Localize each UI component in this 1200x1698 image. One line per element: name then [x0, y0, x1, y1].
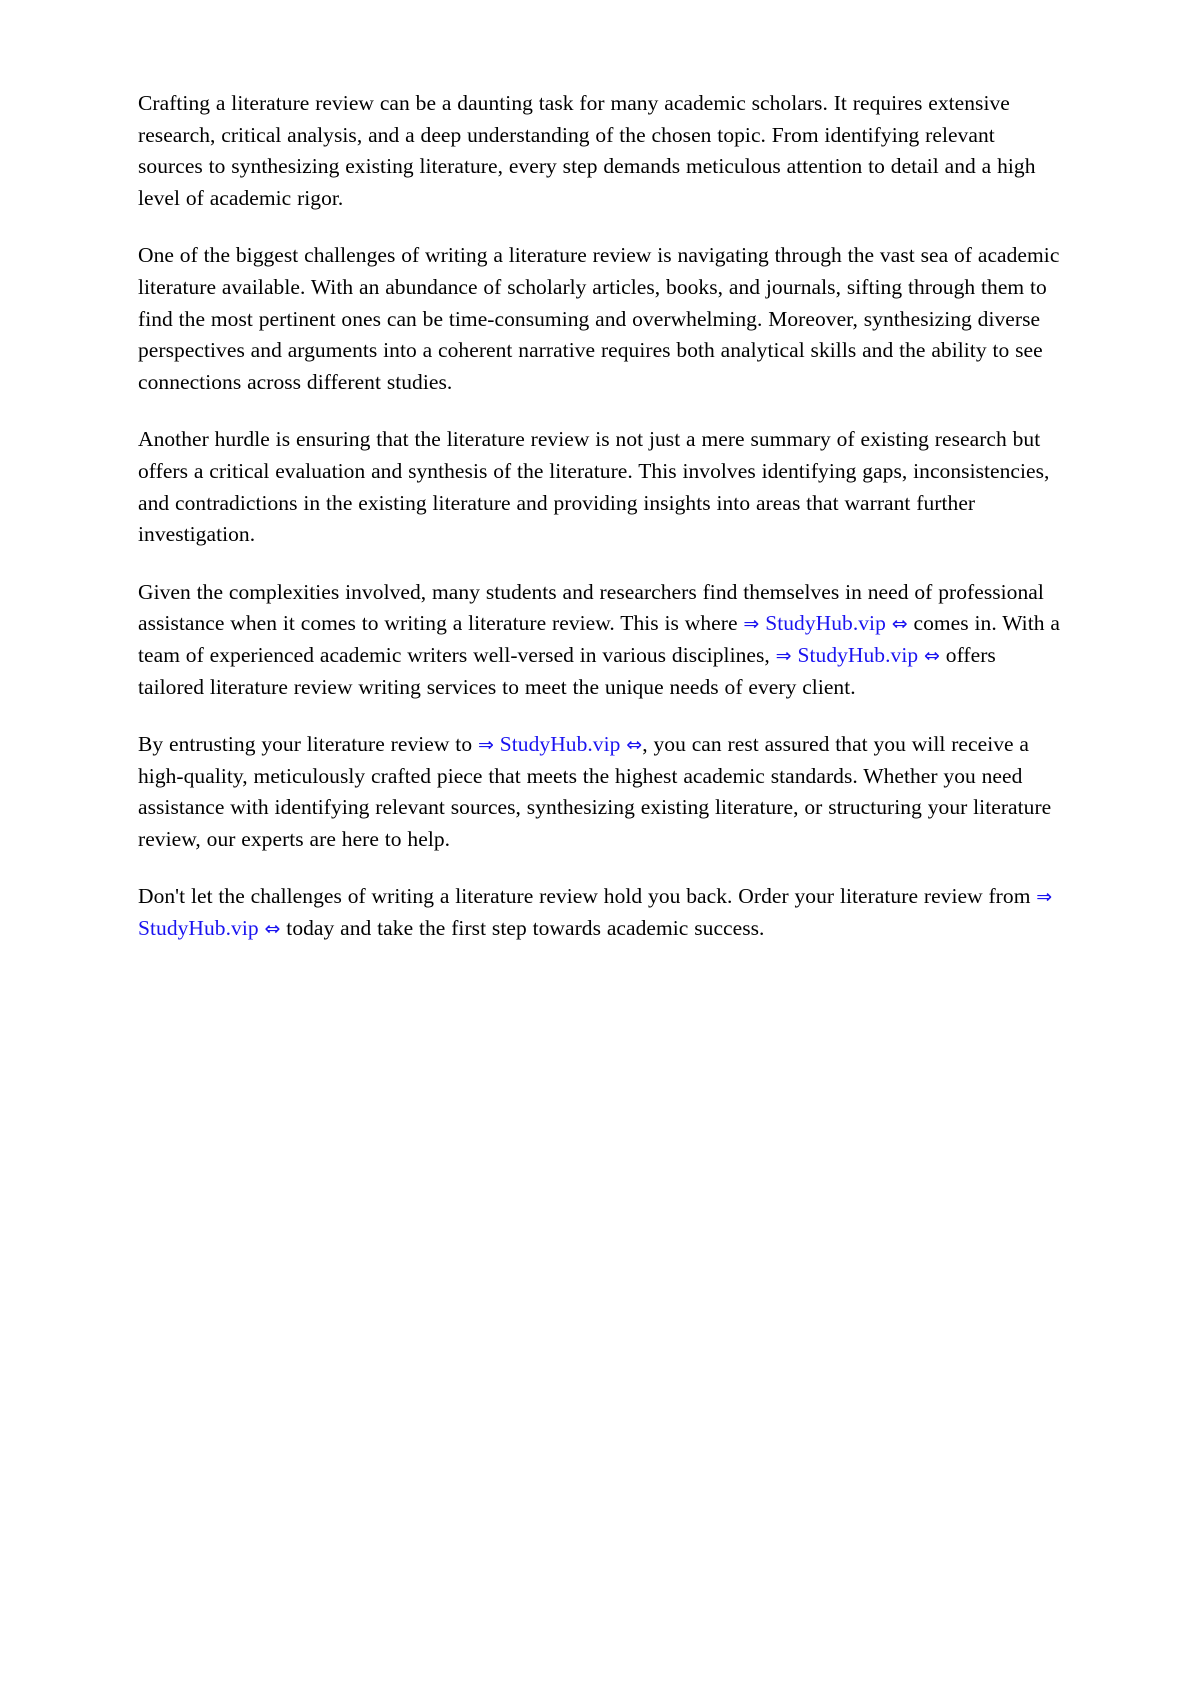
studyhub-link[interactable]: StudyHub.vip: [138, 916, 259, 941]
paragraph: [138, 88, 1062, 214]
paragraph-text: comes in. With a team of experienced academic writers well-versed in various disciplines,: [138, 611, 1060, 667]
studyhub-link[interactable]: StudyHub.vip: [797, 642, 919, 667]
document-body: [138, 88, 1062, 945]
paragraph-text: today and take the first step towards academic success.: [280, 916, 765, 941]
studyhub-link[interactable]: StudyHub.vip: [765, 611, 886, 636]
paragraph-text: By entrusting your literature review to: [138, 732, 478, 757]
left-right-arrow-icon: ⇔: [891, 613, 908, 636]
paragraph-text: Crafting a literature review can be a daunting task for many academic scholars. It requires extensive research, critical analysis, and a deep understanding of the chosen topic. From identifying relevant sources to synthesizing existing literature, every step demands meticulous attention to detail and a high level of academic rigor.: [138, 91, 1036, 210]
studyhub-link[interactable]: StudyHub.vip: [499, 732, 621, 757]
paragraph: [138, 424, 1062, 550]
right-arrow-icon: ⇒: [477, 734, 494, 757]
paragraph-text: offers tailored literature review writing services to meet the unique needs of every client.: [138, 642, 996, 699]
paragraph: [138, 240, 1062, 398]
paragraph-text: Given the complexities involved, many students and researchers find themselves in need of professional assistance when it comes to writing a literature review. This is where: [138, 579, 1044, 636]
paragraph-text: Another hurdle is ensuring that the literature review is not just a mere summary of existing research but offers a critical evaluation and synthesis of the literature. This involves identifying gaps, inconsistencies, and contradictions in the existing literature and providing insights into areas that warrant further investigation.: [138, 427, 1050, 547]
left-right-arrow-icon: ⇔: [626, 734, 643, 757]
right-arrow-icon: ⇒: [743, 613, 760, 636]
paragraph-text: Don't let the challenges of writing a literature review hold you back. Order your literature review from: [138, 884, 1037, 909]
left-right-arrow-icon: ⇔: [264, 918, 281, 941]
right-arrow-icon: ⇒: [775, 644, 792, 667]
paragraph-text: One of the biggest challenges of writing a literature review is navigating through the vast sea of academic literature available. With an abundance of scholarly articles, books, and journals, sifting through them to find the most pertinent ones can be time-consuming and overwhelming. Moreover, synthesizing diverse perspectives and arguments into a coherent narrative requires both analytical skills and the ability to see connections across different studies.: [138, 243, 1060, 394]
right-arrow-icon: ⇒: [1036, 886, 1053, 909]
paragraph: [138, 577, 1062, 703]
left-right-arrow-icon: ⇔: [923, 644, 940, 667]
paragraph-text: , you can rest assured that you will receive a high-quality, meticulously crafted piece that meets the highest academic standards. Whether you need assistance with identifying relevant sources, synthesizing existing literature, or structuring your literature review, our experts are here to help.: [138, 732, 1052, 851]
paragraph: [138, 729, 1062, 855]
paragraph: [138, 881, 1062, 944]
